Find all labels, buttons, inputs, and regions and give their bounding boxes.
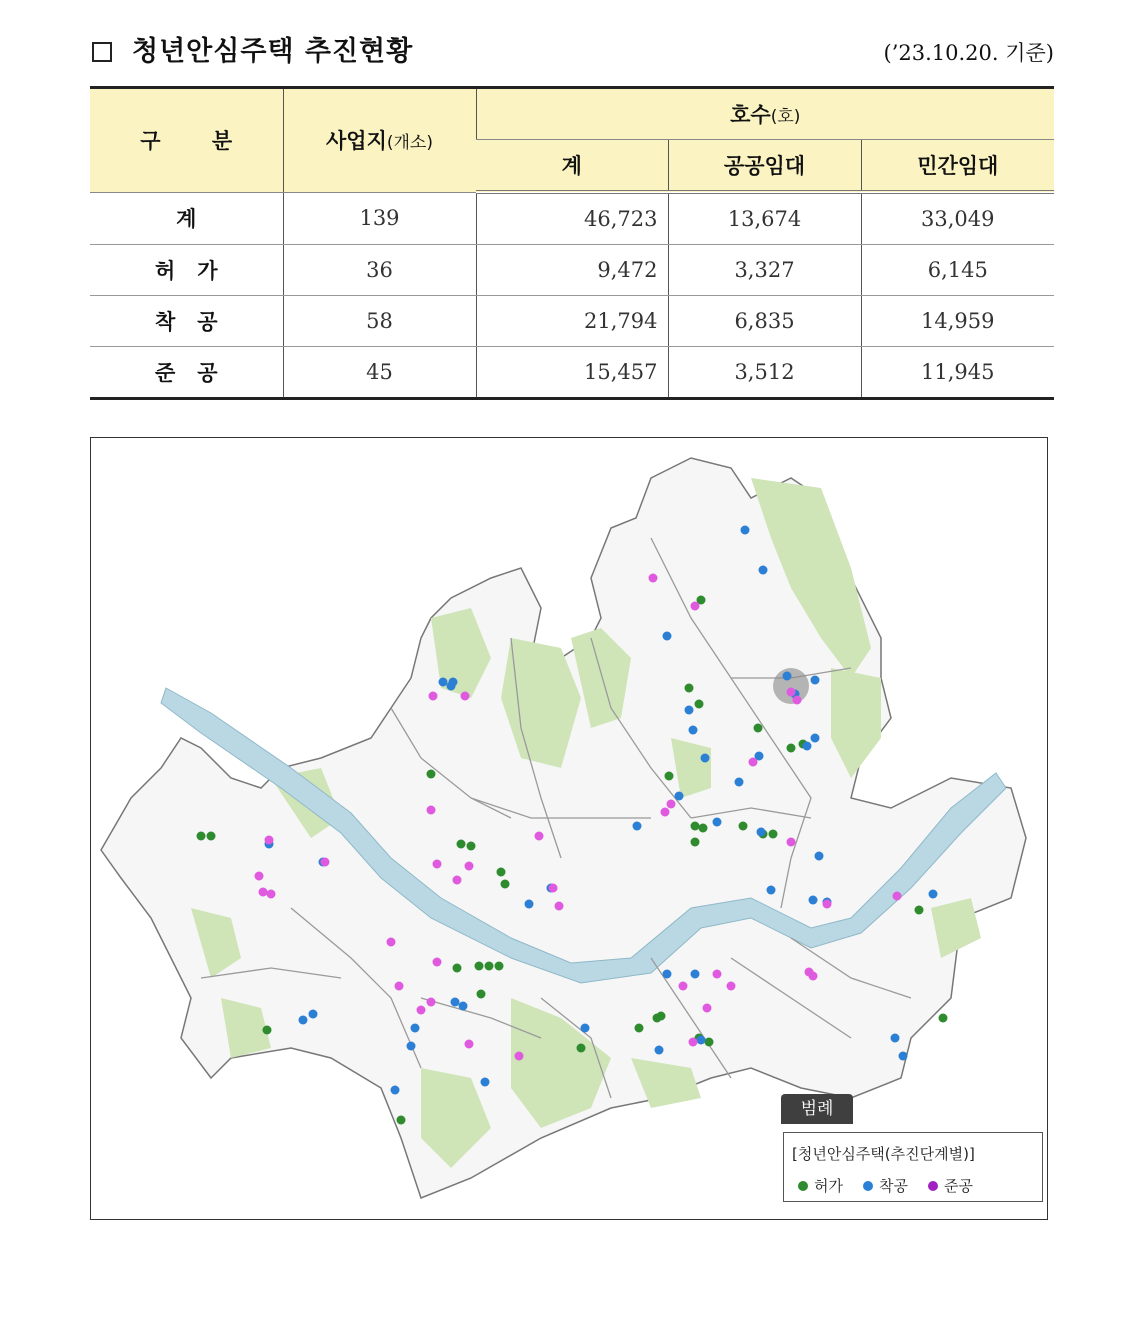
cell-sites: 139 xyxy=(283,192,476,245)
row-label: 계 xyxy=(90,192,283,245)
cell-sites: 45 xyxy=(283,347,476,399)
legend-title: [청년안심주택(추진단계별)] xyxy=(792,1145,975,1163)
table-row xyxy=(90,296,1054,347)
seoul-map xyxy=(90,437,1048,1220)
legend-label: 준공 xyxy=(943,1177,973,1195)
legend-item-construction xyxy=(863,1175,908,1196)
blue-dot-icon xyxy=(863,1181,873,1191)
cell-private: 33,049 xyxy=(861,192,1054,245)
highlight-marker xyxy=(773,668,809,704)
checkbox-square-icon xyxy=(92,42,112,62)
header-units xyxy=(476,88,1054,140)
reference-date: (’23.10.20. 기준) xyxy=(883,41,1054,65)
legend-label: 착공 xyxy=(878,1177,908,1195)
header-units-label: 호수 xyxy=(730,103,771,127)
legend-item-completed xyxy=(928,1175,973,1196)
magenta-dot-icon xyxy=(928,1181,938,1191)
section-heading xyxy=(90,34,1054,74)
header-sites-label: 사업지 xyxy=(326,129,387,154)
cell-sites: 36 xyxy=(283,245,476,296)
row-label: 허가 xyxy=(90,245,283,296)
cell-total: 9,472 xyxy=(476,245,668,296)
map-canvas xyxy=(91,438,1047,1219)
row-label: 착공 xyxy=(90,296,283,347)
cell-private: 11,945 xyxy=(861,347,1054,399)
cell-total: 46,723 xyxy=(476,192,668,245)
header-public: 공공임대 xyxy=(668,140,861,193)
legend-item-permit xyxy=(798,1175,843,1196)
cell-private: 14,959 xyxy=(861,296,1054,347)
row-label: 준공 xyxy=(90,347,283,399)
cell-total: 21,794 xyxy=(476,296,668,347)
header-category: 구 분 xyxy=(90,88,283,193)
cell-private: 6,145 xyxy=(861,245,1054,296)
cell-sites: 58 xyxy=(283,296,476,347)
cell-total: 15,457 xyxy=(476,347,668,399)
table-row xyxy=(90,347,1054,399)
cell-public: 3,327 xyxy=(668,245,861,296)
green-dot-icon xyxy=(798,1181,808,1191)
header-sites xyxy=(283,88,476,193)
legend-box xyxy=(783,1132,1043,1202)
cell-public: 6,835 xyxy=(668,296,861,347)
cell-public: 13,674 xyxy=(668,192,861,245)
table-row xyxy=(90,245,1054,296)
header-total: 계 xyxy=(476,140,668,193)
legend-tab: 범례 xyxy=(781,1094,853,1124)
summary-table xyxy=(90,86,1054,400)
header-units-unit: (호) xyxy=(770,107,801,127)
cell-public: 3,512 xyxy=(668,347,861,399)
legend-label: 허가 xyxy=(814,1177,843,1195)
page-title: 청년안심주택 추진현황 xyxy=(132,36,414,67)
table-row xyxy=(90,192,1054,245)
header-sites-unit: (개소) xyxy=(386,133,433,154)
header-private: 민간임대 xyxy=(861,140,1054,193)
